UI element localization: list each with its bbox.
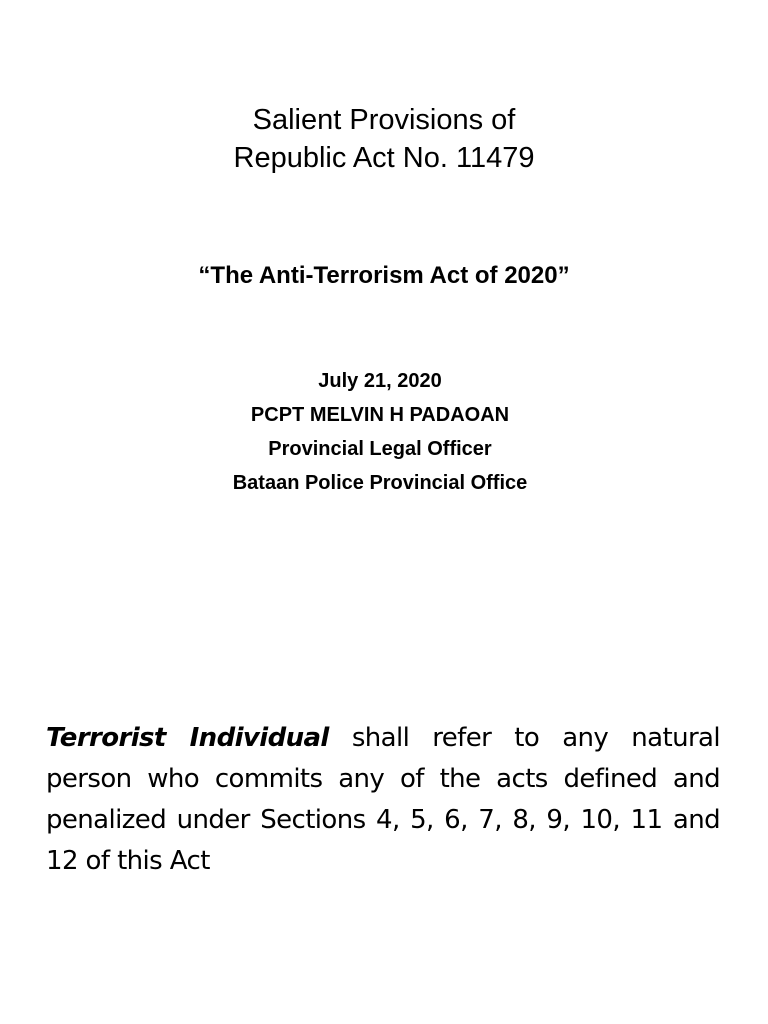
document-title — [0, 101, 768, 177]
title-line-1: Salient Provisions of — [252, 104, 516, 136]
presentation-date: July 21, 2020 — [318, 370, 442, 392]
act-subtitle: “The Anti-Terrorism Act of 2020” — [198, 262, 570, 289]
presenter-position: Provincial Legal Officer — [268, 438, 492, 460]
definition-paragraph — [46, 718, 720, 882]
presenter-info — [0, 364, 760, 500]
title-line-2: Republic Act No. 11479 — [233, 142, 535, 174]
definition-text: shall refer to any natural person who commits any of the acts defined and penalized under Sections 4, 5, 6, 7, 8, 9, 10, 11 and 12 of this Act — [46, 723, 720, 876]
definition-term: Terrorist Individual — [46, 723, 329, 753]
presenter-office: Bataan Police Provincial Office — [232, 472, 528, 494]
presenter-name: PCPT MELVIN H PADAOAN — [250, 404, 510, 426]
